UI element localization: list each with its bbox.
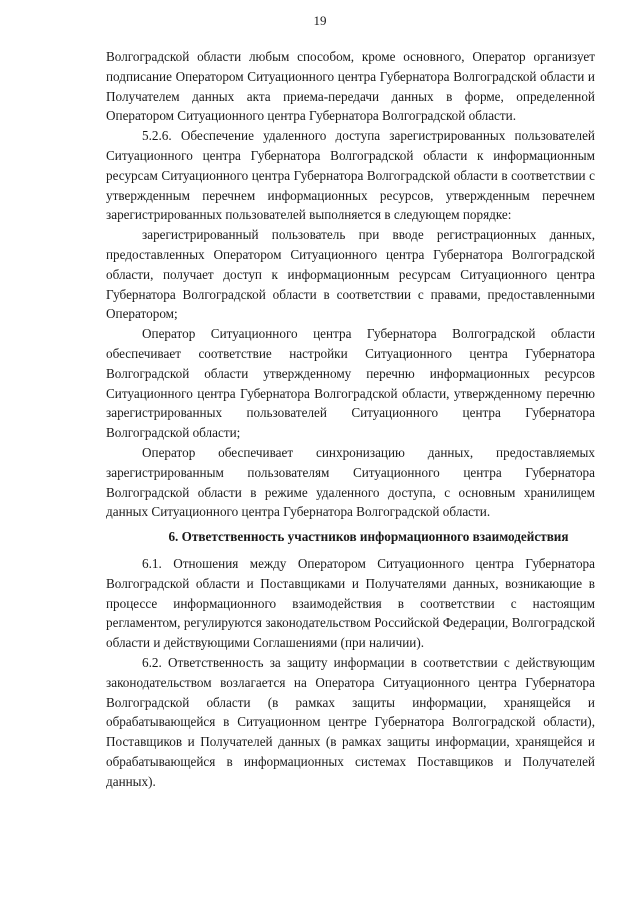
paragraph: Оператор обеспечивает синхронизацию данных, предоставляемых зарегистрированным пользователям Ситуационного центра Губернатора Волгоградской области в режиме удаленного доступа, с основным хранилищем данных Ситуационного центра Губернатора Волгоградской области. (106, 444, 595, 520)
paragraph: Оператор Ситуационного центра Губернатора Волгоградской области обеспечивает соответствие настройки Ситуационного центра Губернатора Волгоградской области утвержденному перечню информационных ресурсов Ситуационного центра Губернатора Волгоградской области, утвержденному перечню зарегистрированных пользователей Ситуационного центра Губернатора Волгоградской области; (106, 326, 595, 441)
paragraph: 6.1. Отношения между Оператором Ситуационного центра Губернатора Волгоградской области и Поставщиками и Получателями данных, возникающие в процессе информационного взаимодействия в соответствии с настоящим регламентом, регулируются законодательством Российской Федерации, Волгоградской области и действующими Соглашениями (при наличии). (106, 555, 595, 651)
paragraph: Волгоградской области любым способом, кроме основного, Оператор организует подписание Оператором Ситуационного центра Губернатора Волгоградской области и Получателем данных акта приема-передачи данных в форме, определенной Оператором Ситуационного центра Губернатора Волгоградской области. (106, 49, 595, 124)
section-heading: 6. Ответственность участников информационного взаимодействия (168, 529, 569, 545)
paragraphs-before-section (106, 47, 595, 522)
document-body (106, 47, 595, 791)
paragraph: зарегистрированный пользователь при вводе регистрационных данных, предоставленных Оператором Ситуационного центра Губернатора Волгоградской области, получает доступ к информационным ресурсам Ситуационного центра Губернатора Волгоградской области в соответствии с правами, предоставленными Оператором; (106, 227, 595, 322)
paragraph: 6.2. Ответственность за защиту информации в соответствии с действующим законодательством возлагается на Оператора Ситуационного центра Губернатора Волгоградской области (в рамках защиты информации, хранящейся и обрабатывающейся в Ситуационном центре Губернатора Волгоградской области), Поставщиков и Получателей данных (в рамках защиты информации, хранящейся и обрабатывающейся в информационных системах Поставщиков и Получателей данных). (106, 654, 595, 789)
paragraph: 5.2.6. Обеспечение удаленного доступа зарегистрированных пользователей Ситуационного центра Губернатора Волгоградской области к информационным ресурсам Ситуационного центра Губернатора Волгоградской области в соответствии с утвержденным перечнем информационных ресурсов, утвержденным перечнем зарегистрированных пользователей выполняется в следующем порядке: (106, 128, 595, 223)
paragraphs-after-section (106, 554, 595, 792)
page-number: 19 (313, 13, 327, 28)
